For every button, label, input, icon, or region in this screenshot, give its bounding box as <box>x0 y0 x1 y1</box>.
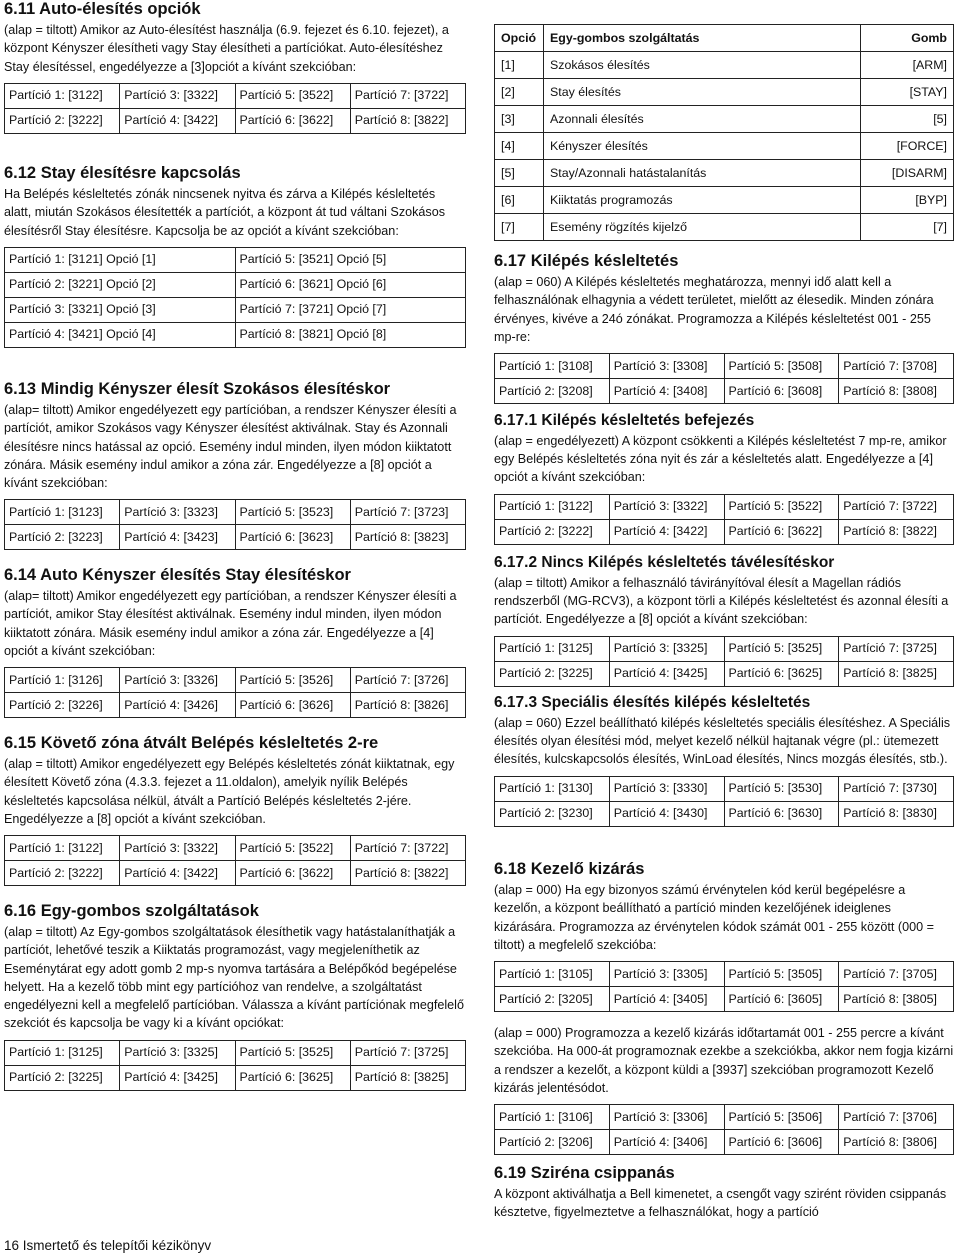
table-cell: Partíció 6: [3626] <box>235 693 350 718</box>
table-row <box>5 668 466 693</box>
table-cell: Partíció 4: [3406] <box>609 1130 724 1155</box>
table-cell: Partíció 7: [3706] <box>839 1105 954 1130</box>
table-row <box>495 79 954 106</box>
table-cell: Partíció 1: [3121] Opció [1] <box>5 247 236 272</box>
section-text: (alap = tiltott) Amikor engedélyezett egy Belépés késleltetés zónát kiiktatnak, egy élesített Követő zóna (4.3.3. fejezet a 11.oldalon), amelyik nyílik Belépés késleltetés kapcsolása nélkül, átvált a Partíció Belépés késleltetés 2-jére. Engedélyezze a [8] opciót a kívánt szekcióban. <box>4 756 455 826</box>
table-row <box>495 801 954 826</box>
table-cell: Partíció 5: [3525] <box>235 1040 350 1065</box>
section-title: 6.18 Kezelő kizárás <box>494 860 645 878</box>
option-key: [DISARM] <box>861 160 954 187</box>
section-table <box>4 1040 466 1091</box>
table-cell: Partíció 1: [3125] <box>5 1040 120 1065</box>
option-key: [7] <box>861 214 954 241</box>
header-cell: Gomb <box>861 25 954 52</box>
table-cell: Partíció 6: [3622] <box>235 861 350 886</box>
table-cell: Partíció 7: [3708] <box>839 354 954 379</box>
table-cell: Partíció 1: [3123] <box>5 500 120 525</box>
option-label: Kiiktatás programozás <box>544 187 861 214</box>
table-row <box>495 379 954 404</box>
header-cell: Opció <box>495 25 544 52</box>
table-cell: Partíció 1: [3106] <box>495 1105 610 1130</box>
option-number: [4] <box>495 133 544 160</box>
table-row <box>495 160 954 187</box>
table-cell: Partíció 4: [3408] <box>609 379 724 404</box>
section-6-11 <box>4 0 466 134</box>
table-cell: Partíció 8: [3822] <box>839 519 954 544</box>
table-header-row <box>495 25 954 52</box>
table-cell: Partíció 2: [3208] <box>495 379 610 404</box>
table-cell: Partíció 5: [3525] <box>724 636 839 661</box>
table-row <box>495 636 954 661</box>
table-row <box>495 962 954 987</box>
table-cell: Partíció 8: [3823] <box>350 525 465 550</box>
table-cell: Partíció 6: [3621] Opció [6] <box>235 272 466 297</box>
table-cell: Partíció 1: [3122] <box>5 83 120 108</box>
table-cell: Partíció 8: [3805] <box>839 987 954 1012</box>
table-row <box>495 494 954 519</box>
table-cell: Partíció 1: [3126] <box>5 668 120 693</box>
table-cell: Partíció 3: [3325] <box>609 636 724 661</box>
section-title: 6.17.3 Speciális élesítés kilépés késleltetés <box>494 694 811 711</box>
table-cell: Partíció 2: [3226] <box>5 693 120 718</box>
table-cell: Partíció 7: [3725] <box>350 1040 465 1065</box>
section-text-2: (alap = 000) Programozza a kezelő kizárás időtartamát 001 - 255 percre a kívánt szekcióba. Ha 000-át programoznak ezekbe a szekciókba, akkor nem fogja kizárni a rendszer a kezelőt, a központ küldi a [3937] szekcióban programozott Kezelő kizárás jelentésódot. <box>494 1026 954 1096</box>
section-6-14 <box>4 566 466 718</box>
section-table <box>4 835 466 886</box>
option-key: [ARM] <box>861 52 954 79</box>
table-cell: Partíció 4: [3405] <box>609 987 724 1012</box>
table-row <box>5 1040 466 1065</box>
table-row <box>5 1065 466 1090</box>
table-row <box>5 836 466 861</box>
section-table <box>494 353 954 404</box>
table-cell: Partíció 3: [3325] <box>120 1040 235 1065</box>
table-cell: Partíció 8: [3825] <box>350 1065 465 1090</box>
section-table-2 <box>494 1104 954 1155</box>
table-cell: Partíció 2: [3225] <box>495 661 610 686</box>
table-cell: Partíció 4: [3425] <box>120 1065 235 1090</box>
section-text: (alap = tiltott) Amikor az Auto-élesítést használja (6.9. fejezet és 6.10. fejezet), a központ Kényszer élesítheti vagy Stay élesítheti a partíciókat. Auto-élesítéshez Stay élesítéssel, engedélyezze a [3]opciót a kívánt szekcióban: <box>4 22 449 74</box>
table-row <box>495 106 954 133</box>
table-row <box>5 693 466 718</box>
table-cell: Partíció 2: [3225] <box>5 1065 120 1090</box>
section-table <box>494 961 954 1012</box>
table-cell: Partíció 3: [3305] <box>609 962 724 987</box>
one-touch-options-table <box>494 24 954 241</box>
section-text: (alap = tiltott) Az Egy-gombos szolgáltatások élesíthetik vagy hatástalaníthatják a partíciót, lehetővé teszik a Kiiktatás programozást, vagy megjeleníthetik az Eseménytárat egy adott gomb 2 mp-s nyomva tartására a Belépőkód begépelése helyett. Ha a kezelő több mint egy partícióhoz van rendelve, a szolgáltatást engedélyezni kell a megfelelő partícióban. Válassza a kívánt partíciónak megfelelő szekciót és kapcsolja be vagy ki a kívánt opciókat: <box>4 924 464 1031</box>
table-cell: Partíció 4: [3422] <box>120 861 235 886</box>
header-cell: Egy-gombos szolgáltatás <box>544 25 861 52</box>
option-label: Stay/Azonnali hatástalanítás <box>544 160 861 187</box>
table-row <box>5 247 466 272</box>
table-row <box>495 987 954 1012</box>
table-row <box>495 1130 954 1155</box>
table-row <box>495 776 954 801</box>
table-cell: Partíció 8: [3825] <box>839 661 954 686</box>
table-cell: Partíció 5: [3508] <box>724 354 839 379</box>
option-number: [1] <box>495 52 544 79</box>
section-table <box>4 667 466 718</box>
section-title: 6.15 Követő zóna átvált Belépés késleltetés 2-re <box>4 734 379 752</box>
table-cell: Partíció 7: [3722] <box>350 83 465 108</box>
table-cell: Partíció 8: [3822] <box>350 861 465 886</box>
section-6-17 <box>494 252 954 404</box>
section-6-17-1 <box>494 412 954 545</box>
table-cell: Partíció 8: [3821] Opció [8] <box>235 322 466 347</box>
section-title: 6.17.1 Kilépés késleltetés befejezés <box>494 412 755 429</box>
table-cell: Partíció 7: [3725] <box>839 636 954 661</box>
table-cell: Partíció 2: [3222] <box>495 519 610 544</box>
table-cell: Partíció 7: [3722] <box>350 836 465 861</box>
section-6-13 <box>4 380 466 550</box>
table-cell: Partíció 5: [3526] <box>235 668 350 693</box>
table-cell: Partíció 5: [3505] <box>724 962 839 987</box>
table-row <box>5 272 466 297</box>
table-cell: Partíció 5: [3523] <box>235 500 350 525</box>
table-cell: Partíció 6: [3608] <box>724 379 839 404</box>
table-cell: Partíció 8: [3830] <box>839 801 954 826</box>
table-cell: Partíció 8: [3826] <box>350 693 465 718</box>
table-row <box>495 133 954 160</box>
one-touch-options-table-wrap <box>494 24 954 241</box>
section-title: 6.17.2 Nincs Kilépés késleltetés távélesítéskor <box>494 554 835 571</box>
section-table <box>4 83 466 134</box>
table-cell: Partíció 5: [3521] Opció [5] <box>235 247 466 272</box>
table-cell: Partíció 4: [3430] <box>609 801 724 826</box>
option-label: Szokásos élesítés <box>544 52 861 79</box>
table-cell: Partíció 2: [3222] <box>5 108 120 133</box>
table-cell: Partíció 4: [3425] <box>609 661 724 686</box>
section-text: A központ aktiválhatja a Bell kimenetet, a csengőt vagy szirént röviden csippanás késztetve, figyelmeztetve a felhasználókat, hogy a partíció <box>494 1186 947 1220</box>
section-title: 6.14 Auto Kényszer élesítés Stay élesítéskor <box>4 566 351 584</box>
table-cell: Partíció 3: [3326] <box>120 668 235 693</box>
section-table <box>494 494 954 545</box>
table-cell: Partíció 2: [3221] Opció [2] <box>5 272 236 297</box>
table-cell: Partíció 1: [3125] <box>495 636 610 661</box>
section-table <box>4 247 466 348</box>
table-cell: Partíció 7: [3726] <box>350 668 465 693</box>
table-cell: Partíció 7: [3721] Opció [7] <box>235 297 466 322</box>
table-cell: Partíció 4: [3423] <box>120 525 235 550</box>
table-cell: Partíció 7: [3705] <box>839 962 954 987</box>
table-cell: Partíció 5: [3522] <box>235 83 350 108</box>
table-cell: Partíció 7: [3730] <box>839 776 954 801</box>
option-key: [STAY] <box>861 79 954 106</box>
section-6-16 <box>4 902 466 1091</box>
section-6-15 <box>4 734 466 886</box>
section-text: Ha Belépés késleltetés zónák nincsenek nyitva és zárva a Kilépés késleltetés alatt, miután Szokásos élesítették a partíciót, a központ át tud váltani Szokásos élesítésről Stay élesítésre. Kapcsolja be az opciót a kívánt szekcióban: <box>4 186 446 238</box>
table-cell: Partíció 5: [3522] <box>724 494 839 519</box>
table-row <box>5 83 466 108</box>
table-cell: Partíció 4: [3421] Opció [4] <box>5 322 236 347</box>
section-text: (alap= tiltott) Amikor engedélyezett egy partícióban, a rendszer Kényszer élesíti a partíciót, amikor Szokásos vagy Kényszer élesítést aktiválnak. Stay és Azonnali élesítésre nincs hatással az opció. Esemény indul minden, ilyen módon kiiktatott zónára. Másik esemény indul amikor a zóna zár. Engedélyezze a [8] opciót a kívánt szekcióban: <box>4 402 457 491</box>
table-cell: Partíció 2: [3222] <box>5 861 120 886</box>
table-cell: Partíció 1: [3122] <box>495 494 610 519</box>
section-title: 6.13 Mindig Kényszer élesít Szokásos élesítéskor <box>4 380 391 398</box>
section-title: 6.11 Auto-élesítés opciók <box>4 0 201 18</box>
table-row <box>495 214 954 241</box>
table-row <box>5 525 466 550</box>
table-cell: Partíció 2: [3223] <box>5 525 120 550</box>
option-key: [FORCE] <box>861 133 954 160</box>
option-key: [5] <box>861 106 954 133</box>
option-label: Stay élesítés <box>544 79 861 106</box>
table-row <box>495 354 954 379</box>
table-cell: Partíció 2: [3206] <box>495 1130 610 1155</box>
table-cell: Partíció 7: [3722] <box>839 494 954 519</box>
table-row <box>495 52 954 79</box>
option-number: [6] <box>495 187 544 214</box>
table-cell: Partíció 6: [3606] <box>724 1130 839 1155</box>
option-number: [7] <box>495 214 544 241</box>
table-cell: Partíció 5: [3522] <box>235 836 350 861</box>
section-table <box>494 776 954 827</box>
section-text: (alap = engedélyezett) A központ csökkenti a Kilépés késleltetést 7 mp-re, amikor egy Belépés késleltetés zóna nyit és zár a késleltetés alatt. Engedélyezze a [4] opciót a kívánt szekcióban: <box>494 433 947 485</box>
option-number: [5] <box>495 160 544 187</box>
table-cell: Partíció 1: [3130] <box>495 776 610 801</box>
table-cell: Partíció 2: [3205] <box>495 987 610 1012</box>
table-cell: Partíció 4: [3422] <box>609 519 724 544</box>
table-cell: Partíció 6: [3622] <box>724 519 839 544</box>
option-number: [2] <box>495 79 544 106</box>
option-key: [BYP] <box>861 187 954 214</box>
table-row <box>5 297 466 322</box>
table-cell: Partíció 6: [3630] <box>724 801 839 826</box>
table-row <box>5 500 466 525</box>
table-cell: Partíció 1: [3105] <box>495 962 610 987</box>
table-row <box>495 1105 954 1130</box>
table-cell: Partíció 1: [3108] <box>495 354 610 379</box>
section-table <box>4 499 466 550</box>
table-cell: Partíció 8: [3808] <box>839 379 954 404</box>
section-6-12 <box>4 164 466 348</box>
table-cell: Partíció 6: [3622] <box>235 108 350 133</box>
section-title: 6.16 Egy-gombos szolgáltatások <box>4 902 259 920</box>
table-cell: Partíció 5: [3506] <box>724 1105 839 1130</box>
section-title: 6.12 Stay élesítésre kapcsolás <box>4 164 241 182</box>
section-title: 6.19 Sziréna csippanás <box>494 1164 675 1182</box>
section-text: (alap= tiltott) Amikor engedélyezett egy partícióban, a rendszer Kényszer élesíti a partíciót, amikor Stay élesítést aktiválnak. Esemény indul minden, ilyen módon kiiktatott zónára. Másik esemény indul amikor a zóna zár. Engedélyezze a [4] opciót a kívánt szekcióban: <box>4 588 457 658</box>
table-cell: Partíció 3: [3306] <box>609 1105 724 1130</box>
section-title: 6.17 Kilépés késleltetés <box>494 252 679 270</box>
table-cell: Partíció 4: [3422] <box>120 108 235 133</box>
table-cell: Partíció 3: [3322] <box>609 494 724 519</box>
option-number: [3] <box>495 106 544 133</box>
table-cell: Partíció 8: [3822] <box>350 108 465 133</box>
table-cell: Partíció 3: [3323] <box>120 500 235 525</box>
section-text: (alap = 060) A Kilépés késleltetés meghatározza, mennyi idő alatt kell a felhasználónak elhagynia a védett területet, mielőtt az élesedik. Minden zónára érvényes, kivéve a 24ó zónákat. Programozza a Kilépés késleltetést 001 - 255 mp-re: <box>494 274 934 344</box>
page-footer: 16 Ismertető és telepítői kézikönyv <box>4 1238 212 1253</box>
section-6-17-3 <box>494 694 954 827</box>
table-row <box>495 661 954 686</box>
table-cell: Partíció 1: [3122] <box>5 836 120 861</box>
option-label: Azonnali élesítés <box>544 106 861 133</box>
table-row <box>495 519 954 544</box>
table-cell: Partíció 4: [3426] <box>120 693 235 718</box>
section-text: (alap = tiltott) Amikor a felhasználó távirányítóval élesít a Magellan rádiós rendszerből (MG-RCV3), a központ törli a Kilépés késleltetést és azonnal élesíti a partíciót. Engedélyezze a [8] opciót a kívánt szekcióban: <box>494 575 949 627</box>
table-cell: Partíció 5: [3530] <box>724 776 839 801</box>
table-cell: Partíció 3: [3308] <box>609 354 724 379</box>
table-cell: Partíció 6: [3623] <box>235 525 350 550</box>
table-row <box>5 322 466 347</box>
table-cell: Partíció 6: [3625] <box>724 661 839 686</box>
option-label: Kényszer élesítés <box>544 133 861 160</box>
table-cell: Partíció 6: [3625] <box>235 1065 350 1090</box>
table-cell: Partíció 3: [3322] <box>120 83 235 108</box>
section-6-19 <box>494 1164 954 1222</box>
table-cell: Partíció 3: [3322] <box>120 836 235 861</box>
section-text: (alap = 000) Ha egy bizonyos számú érvénytelen kód kerül begépelésre a kezelőn, a központ beállítható a partíció minden kezelőjének ideiglenes kizárására. Programozza az érvénytelen kódok számát 001 - 255 között (000 = tiltott) a megfelelő szekcióba: <box>494 882 934 952</box>
section-6-18 <box>494 860 954 1155</box>
section-table <box>494 636 954 687</box>
table-cell: Partíció 6: [3605] <box>724 987 839 1012</box>
table-row <box>495 187 954 214</box>
table-cell: Partíció 3: [3321] Opció [3] <box>5 297 236 322</box>
table-cell: Partíció 7: [3723] <box>350 500 465 525</box>
section-text: (alap = 060) Ezzel beállítható kilépés késleltetés speciális élesítéshez. A Speciális élesítés olyan élesítési mód, melyet kezelő nélkül hajtanak végre (pl.: ütemezett élesítés, kulcskapcsolós élesítés, WinLoad élesítés, Nincs mozgás élesítés, stb.). <box>494 715 951 767</box>
option-label: Esemény rögzítés kijelző <box>544 214 861 241</box>
table-cell: Partíció 2: [3230] <box>495 801 610 826</box>
table-cell: Partíció 8: [3806] <box>839 1130 954 1155</box>
section-6-17-2 <box>494 554 954 687</box>
table-row <box>5 108 466 133</box>
table-cell: Partíció 3: [3330] <box>609 776 724 801</box>
table-row <box>5 861 466 886</box>
